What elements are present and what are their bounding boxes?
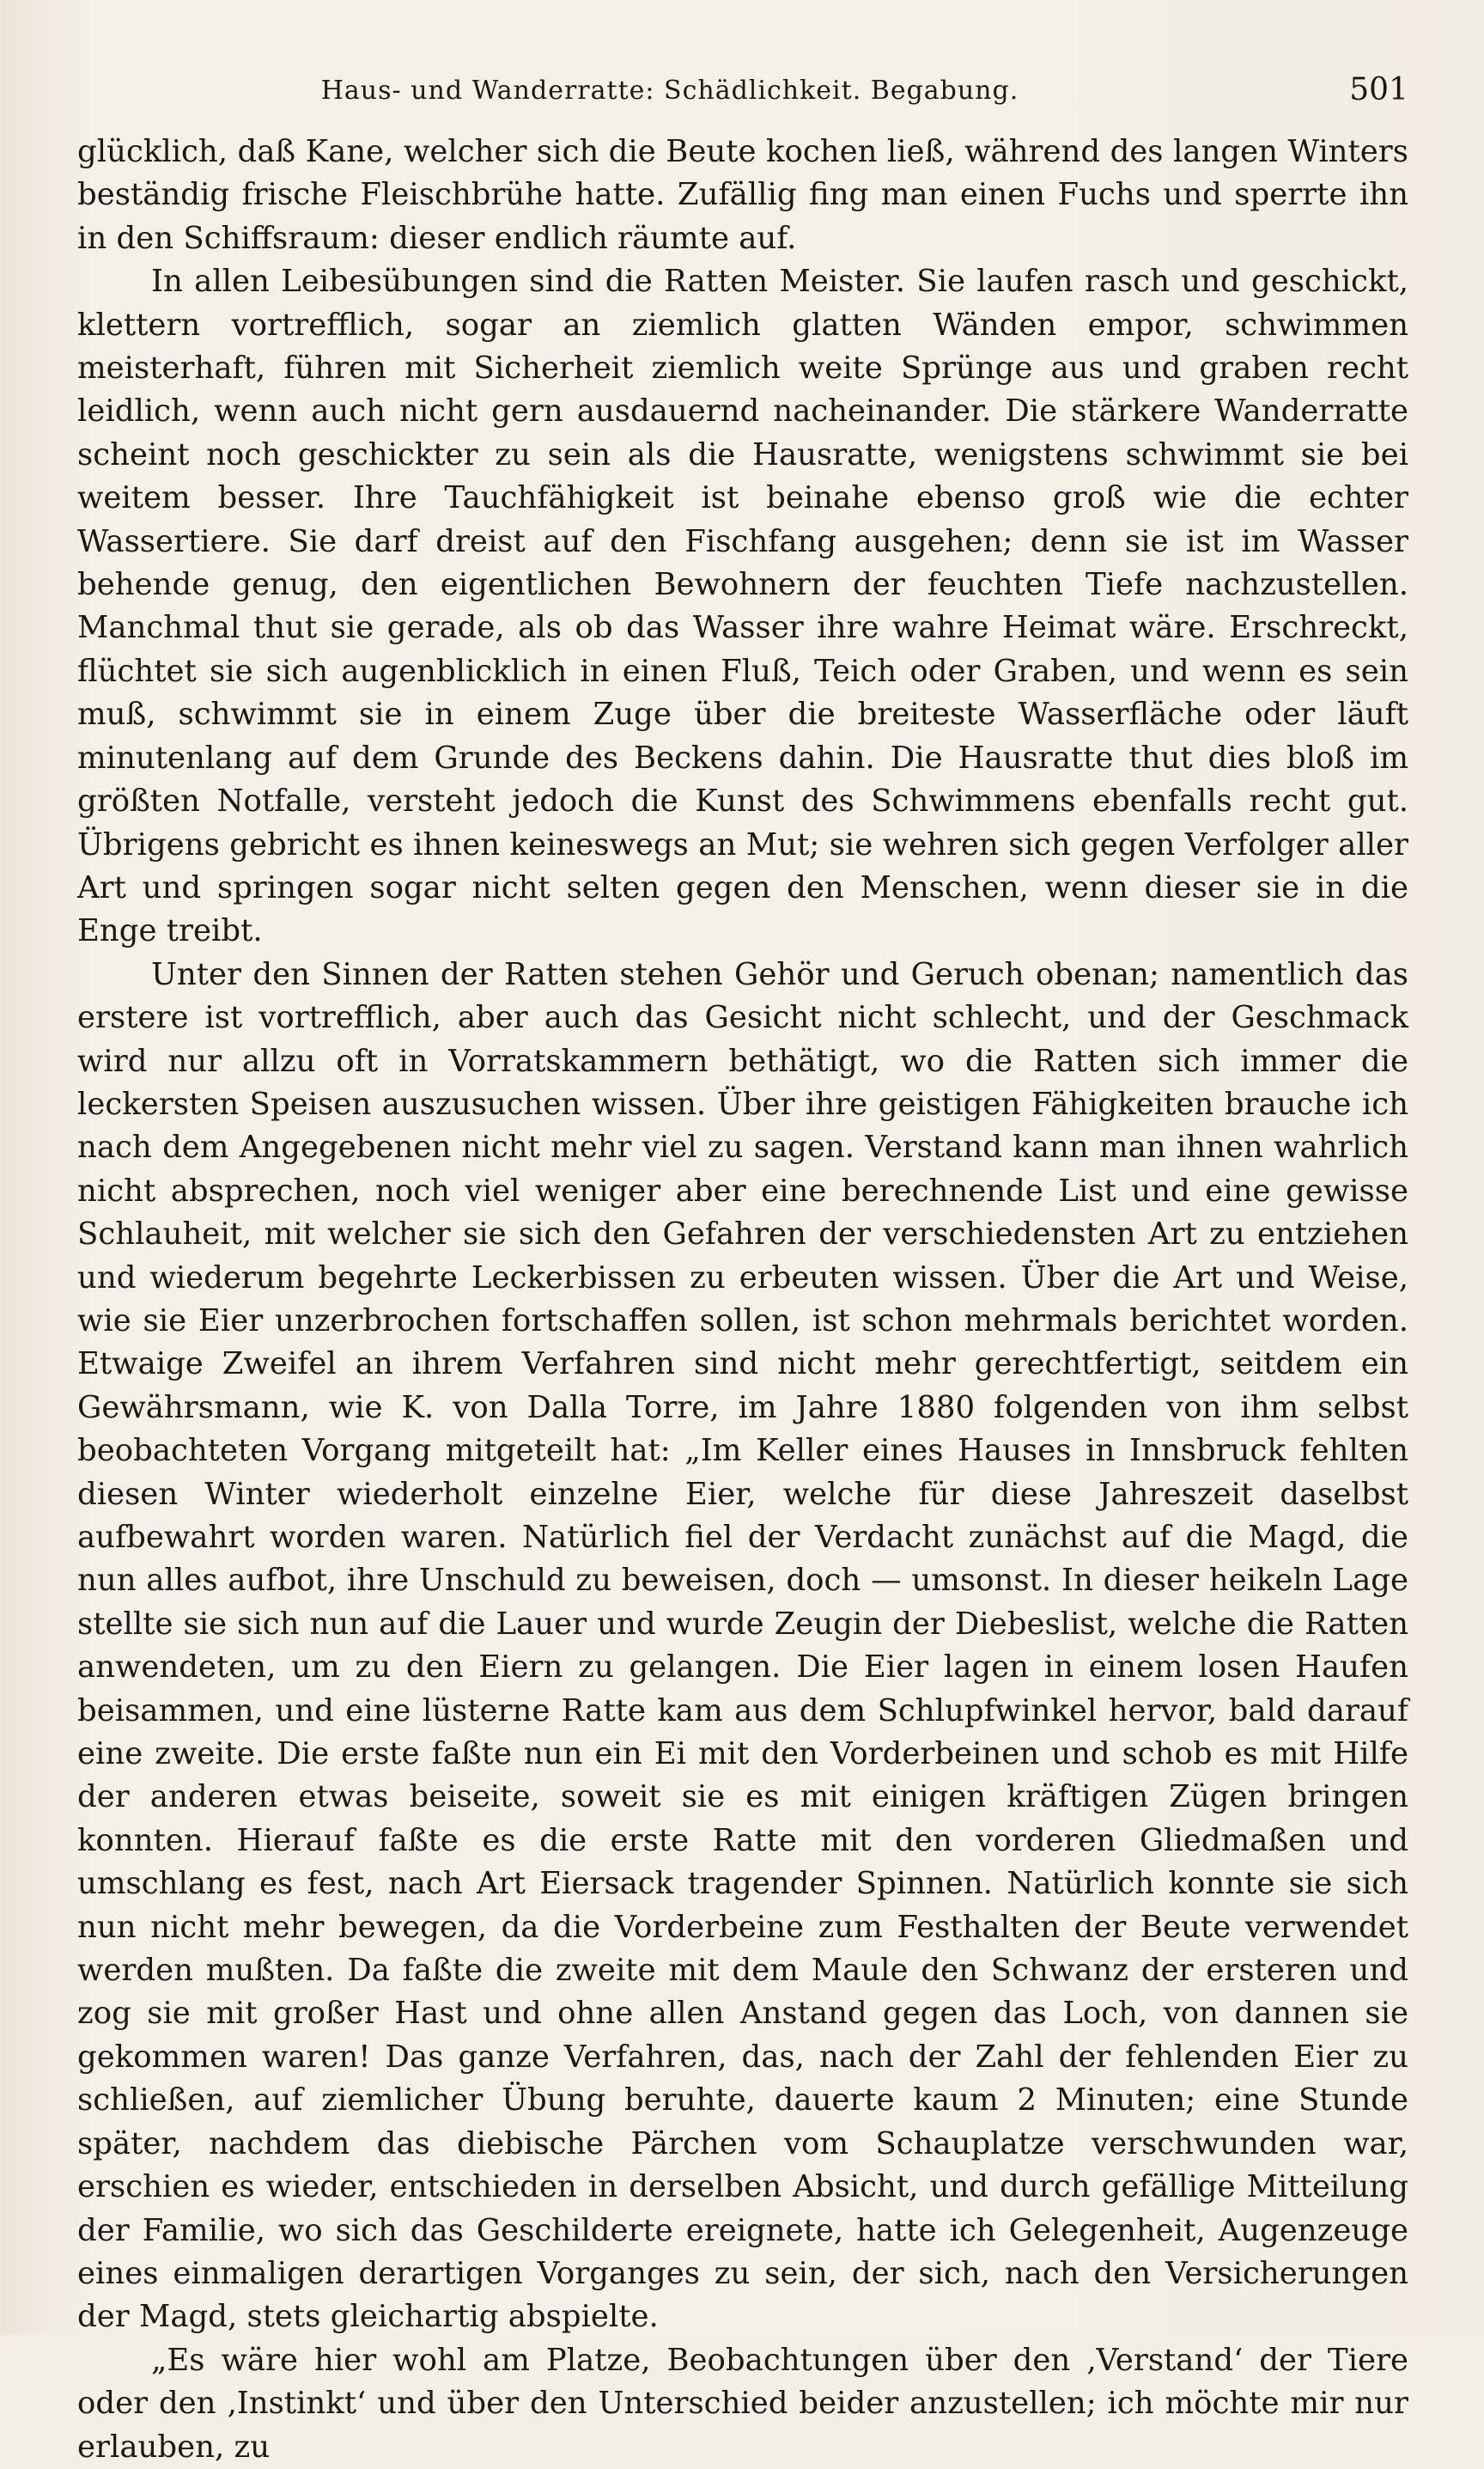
- body-text: [77, 131, 1408, 2469]
- running-head: [77, 69, 1408, 112]
- page-number: 501: [1349, 72, 1408, 107]
- paragraph: In allen Leibesübungen sind die Ratten Meister. Sie laufen rasch und geschickt, klettern vortrefflich, sogar an ziemlich glatten Wänden empor, schwimmen meisterhaft, führen mit Sicherheit ziemlich weite Sprünge aus und graben recht leidlich, wenn auch nicht gern ausdauernd nacheinander. Die stärkere Wanderratte scheint noch geschickter zu sein als die Hausratte, wenigstens schwimmt sie bei weitem besser. Ihre Tauchfähigkeit ist beinahe ebenso groß wie die echter Wassertiere. Sie darf dreist auf den Fischfang ausgehen; denn sie ist im Wasser behende genug, den eigentlichen Bewohnern der feuchten Tiefe nachzustellen. Manchmal thut sie gerade, als ob das Wasser ihre wahre Heimat wäre. Erschreckt, flüchtet sie sich augenblicklich in einen Fluß, Teich oder Graben, und wenn es sein muß, schwimmt sie in einem Zuge über die breiteste Wasserfläche oder läuft minutenlang auf dem Grunde des Beckens dahin. Die Hausratte thut dies bloß im größten Notfalle, versteht jedoch die Kunst des Schwimmens ebenfalls recht gut. Übrigens gebricht es ihnen keineswegs an Mut; sie wehren sich gegen Verfolger aller Art und springen sogar nicht selten gegen den Menschen, wenn dieser sie in die Enge treibt.: [77, 264, 1408, 949]
- paragraph: glücklich, daß Kane, welcher sich die Beute kochen ließ, während des langen Winters beständig frische Fleischbrühe hatte. Zufällig fing man einen Fuchs und sperrte ihn in den Schiffsraum: dieser endlich räumte auf.: [77, 134, 1408, 256]
- paragraph: Unter den Sinnen der Ratten stehen Gehör und Geruch obenan; namentlich das erstere ist vortrefflich, aber auch das Gesicht nicht schlecht, und der Geschmack wird nur allzu oft in Vorratskammern bethätigt, wo die Ratten sich immer die leckersten Speisen auszusuchen wissen. Über ihre geistigen Fähigkeiten brauche ich nach dem Angegebenen nicht mehr viel zu sagen. Verstand kann man ihnen wahrlich nicht absprechen, noch viel weniger aber eine berechnende List und eine gewisse Schlauheit, mit welcher sie sich den Gefahren der verschiedensten Art zu entziehen und wiederum begehrte Leckerbissen zu erbeuten wissen. Über die Art und Weise, wie sie Eier unzerbrochen fortschaffen sollen, ist schon mehrmals berichtet worden. Etwaige Zweifel an ihrem Verfahren sind nicht mehr gerechtfertigt, seitdem ein Gewährsmann, wie K. von Dalla Torre, im Jahre 1880 folgenden von ihm selbst beobachteten Vorgang mitgeteilt hat: „Im Keller eines Hauses in Innsbruck fehlten diesen Winter wiederholt einzelne Eier, welche für diese Jahreszeit daselbst aufbewahrt worden waren. Natürlich fiel der Verdacht zunächst auf die Magd, die nun alles aufbot, ihre Unschuld zu beweisen, doch — umsonst. In dieser heikeln Lage stellte sie sich nun auf die Lauer und wurde Zeugin der Diebeslist, welche die Ratten anwendeten, um zu den Eiern zu gelangen. Die Eier lagen in einem losen Haufen beisammen, und eine lüsterne Ratte kam aus dem Schlupfwinkel hervor, bald darauf eine zweite. Die erste faßte nun ein Ei mit den Vorderbeinen und schob es mit Hilfe der anderen etwas beiseite, soweit sie es mit einigen kräftigen Zügen bringen konnten. Hierauf faßte es die erste Ratte mit den vorderen Gliedmaßen und umschlang es fest, nach Art Eiersack tragender Spinnen. Natürlich konnte sie sich nun nicht mehr bewegen, da die Vorderbeine zum Festhalten der Beute verwendet werden mußten. Da faßte die zweite mit dem Maule den Schwanz der ersteren und zog sie mit großer Hast und ohne allen Anstand gegen das Loch, von dannen sie gekommen waren! Das ganze Verfahren, das, nach der Zahl der fehlenden Eier zu schließen, auf ziemlicher Übung beruhte, dauerte kaum 2 Minuten; eine Stunde später, nachdem das diebische Pärchen vom Schauplatze verschwunden war, erschien es wieder, entschieden in derselben Absicht, und durch gefällige Mitteilung der Familie, wo sich das Geschilderte ereignete, hatte ich Gelegenheit, Augenzeuge eines einmaligen derartigen Vorganges zu sein, der sich, nach den Versicherungen der Magd, stets gleichartig abspielte.: [77, 956, 1408, 2335]
- paragraph: „Es wäre hier wohl am Platze, Beobachtungen über den ‚Verstand‘ der Tiere oder den ‚Instinkt‘ und über den Unterschied beider anzustellen; ich möchte mir nur erlauben, zu: [77, 2342, 1408, 2465]
- running-title: Haus- und Wanderratte: Schädlichkeit. Begabung.: [320, 76, 1019, 106]
